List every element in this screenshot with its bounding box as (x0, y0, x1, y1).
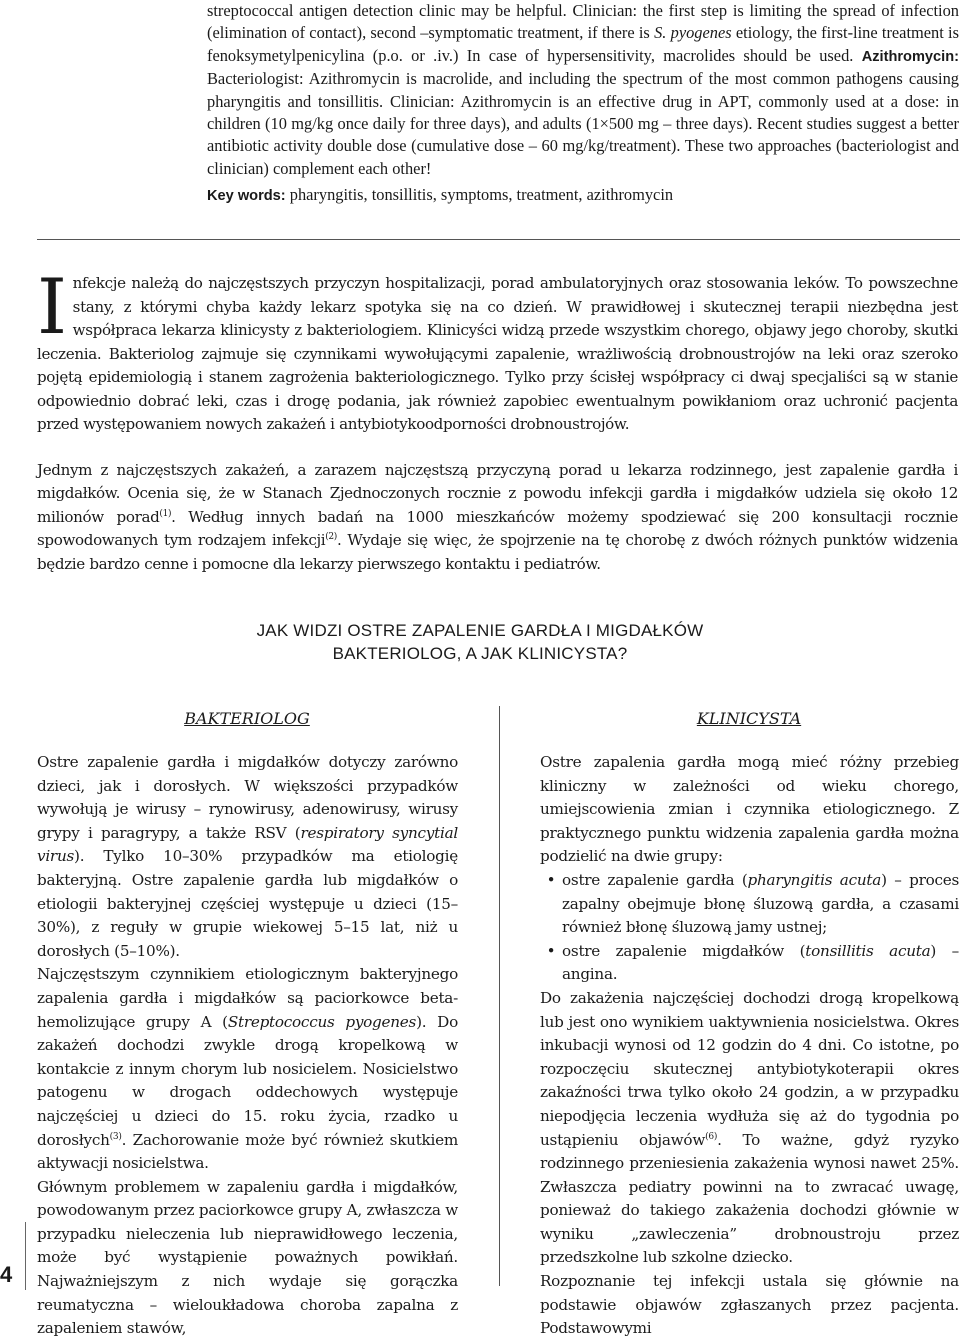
keywords-label: Key words: (207, 188, 286, 204)
column-klinicysta (540, 751, 959, 1341)
left-paragraph-1 (37, 751, 458, 963)
reference-6: (6) (705, 1131, 718, 1142)
page-number: 4 (0, 1262, 13, 1287)
right-p2-b: . To ważne, gdyż ryzyko rodzinnego przeniesienia zakażenia wynosi nawet 25%. Zwłaszcza pediatry powinni na to zwracać uwagę, ponieważ do takiego zakażenia dochodzi głównie w wyniku „zawleczenia” drobnoustroju przez przedszkolne lub szkolne dziecko. (540, 1130, 959, 1267)
intro-paragraph-1 (37, 262, 958, 437)
right-paragraph-1: Ostre zapalenia gardła mogą mieć różny przebieg kliniczny w zależności od wieku chorego, umiejscowienia zmian i czynnika etiologicznego. Z praktycznego punktu widzenia zapalenia gardła można podzielić na dwie grupy: (540, 753, 959, 866)
left-p1-italic: respiratory syncytial virus (37, 823, 458, 866)
b1-a: ostre zapalenie gardła ( (562, 870, 748, 889)
intro-p2-b: . Według innych badań na 1000 mieszkańców możemy spodziewać się 200 konsultacji rocznie spowodowanych tym rodzajem infekcji (37, 507, 958, 549)
left-p2-b: ). Do zakażeń dochodzi zwykle drogą kropelkową w kontakcie z innym chorym lub nosicielem. Nosicielstwo patogenu w drogach oddechowych występuje najczęściej u dzieci do 15. roku życia, rzadko u dorosłych (37, 1012, 459, 1149)
b1-b: ) – proces zapalny obejmuje błonę śluzową gardła, a czasami również błonę śluzową jamy ustnej; (562, 870, 960, 937)
abstract-text-1: streptococcal antigen detection clinic may be helpful. Clinician: the first step is limiting the spread of infection (elimination of contact), second –symptomatic treatment, if there is (207, 1, 959, 43)
left-p2-c: . Zachorowanie może być również skutkiem aktywacji nosicielstwa. (37, 1130, 458, 1173)
b2-b: ) – angina. (562, 941, 959, 984)
b2-italic: tonsillitis acuta (805, 941, 931, 960)
reference-2: (2) (325, 531, 337, 542)
intro-p2-a: Jednym z najczęstszych zakażeń, a zarazem najczęstszą przyczyną porad u lekarza rodzinnego, jest zapalenie gardła i migdałków. Ocenia się, że w Stanach Zjednoczonych rocznie z powodu infekcji gardła i migdałków udziela się około 12 milionów porad (37, 460, 958, 526)
right-paragraph-3: Rozpoznanie tej infekcji ustala się głównie na podstawie objawów zgłaszanych przez pacjenta. Podstawowymi (540, 1272, 959, 1338)
abstract (207, 0, 959, 180)
bullet-icon: • (546, 941, 556, 960)
left-p2-a: Najczęstszym czynnikiem etiologicznym bakteryjnego zapalenia gardła i migdałków są paciorkowce beta-hemolizujące grupy A ( (37, 965, 458, 1031)
b2-a: ostre zapalenie migdałków ( (562, 941, 806, 960)
abstract-text-1-end: etiology, the first-line treatment is fenoksymetylpenicylina (p.o. or .iv.) In case of hypersensitivity, macrolides should be used. (207, 23, 959, 65)
azithromycin-text: Bacteriologist: Azithromycin is macrolide, and including the spectrum of the most common pathogens causing pharyngitis and tonsillitis. Clinician: Azithromycin is an effective drug in APT, commonly used at a dose: in children (10 mg/kg once daily for three days), and adults (1×500 mg – three days). Recent studies suggest a better antibiotic activity double dose (cumulative dose – 60 mg/kg/treatment). These two approaches (bacteriologist and clinician) complement each other! (207, 69, 959, 178)
reference-1: (1) (159, 508, 172, 519)
column-title-klinicysta: KLINICYSTA (696, 709, 802, 728)
column-divider (499, 706, 500, 1286)
keywords-text: pharyngitis, tonsillitis, symptoms, treatment, azithromycin (285, 185, 674, 204)
column-title-bakteriolog: BAKTERIOLOG (184, 709, 310, 728)
list-item (540, 940, 959, 987)
right-p2-a: Do zakażenia najczęściej dochodzi drogą kropelkową lub jest ono wynikiem uaktywnienia nosicielstwa. Okres inkubacji wynosi od 12 godzin do 4 dni. Co istotne, po rozpoczęciu skutecznej antybiotykoterapii okres zakaźności trwa tylko około 24 godzin, a w przypadku niepodjęcia leczenia wydłuża się aż do tygodnia po ustąpieniu objawów (540, 988, 959, 1149)
section-heading-line-2: BAKTERIOLOG, A JAK KLINICYSTA? (332, 643, 628, 663)
list-item (540, 869, 959, 940)
azithromycin-label: Azithromycin: (861, 48, 959, 65)
right-bullet-list (540, 869, 959, 987)
introduction (37, 262, 959, 576)
column-bakteriolog (37, 751, 458, 1341)
left-p2-italic: Streptococcus pyogenes (227, 1012, 417, 1031)
b1-italic: pharyngitis acuta (747, 870, 882, 889)
abstract-species: S. pyogenes (654, 23, 732, 43)
intro-p2-c: . Wydaje się więc, że spojrzenie na tę chorobę z dwóch różnych punktów widzenia będzie bardzo cenne i pomocne dla lekarzy pierwszego kontaktu i pediatrów. (37, 531, 959, 573)
page-number-rule (25, 1222, 26, 1290)
left-p1-b: ). Tylko 10–30% przypadków ma etiologię bakteryjną. Ostre zapalenie gardła lub migdałków o etiologii bakteryjnej częściej występuje u dzieci (15–30%), z reguły w grupie wiekowej 5–15 lat, niż u dorosłych (5–10%). (37, 847, 458, 960)
reference-3: (3) (109, 1131, 122, 1142)
drop-cap: I (37, 262, 67, 351)
left-paragraph-2 (37, 963, 458, 1175)
section-heading (0, 620, 960, 665)
left-paragraph-3: Głównym problemem w zapaleniu gardła i migdałków, powodowanym przez paciorkowce grupy A, zwłaszcza w przypadku nieleczenia lub nieprawidłowego leczenia, może być wystąpienie poważnych powikłań. Najważniejszym z nich wydaje się gorączka reumatyczna – wieloukładowa choroba zapalna z zapaleniem stawów, (37, 1177, 458, 1338)
bullet-icon: • (546, 870, 556, 889)
intro-paragraph-2 (37, 459, 958, 577)
right-paragraph-2 (540, 987, 959, 1270)
keywords (207, 184, 959, 207)
section-heading-line-1: JAK WIDZI OSTRE ZAPALENIE GARDŁA I MIGDAŁKÓW (256, 621, 704, 640)
intro-paragraph-1-text: nfekcje należą do najczęstszych przyczyn hospitalizacji, porad ambulatoryjnych oraz stosowania leków. To powszechne stany, z którymi chyba każdy lekarz spotyka się na co dzień. W prawidłowej i skutecznej terapii niezbędna jest współpraca lekarza klinicysty z bakteriologiem. Klinicyści widzą przede wszystkim chorego, objawy jego choroby, skutki leczenia. Bakteriolog zajmuje się czynnikami wywołującymi zapalenie, wrażliwością drobnoustrojów na leki oraz szeroko pojętą epidemiologią i stanem zagrożenia bakteriologicznego. Tylko przy ścisłej współpracy ci dwaj specjaliści są w stanie odpowiednio dobrać leki, czas i drogę podania, jak również zapobiec ewentualnym powikłaniom oraz uchronić pacjenta przed występowaniem nowych zakażeń i antybiotykoodporności drobnoustrojów. (37, 274, 958, 433)
left-p1-a: Ostre zapalenie gardła i migdałków dotyczy zarówno dzieci, jak i dorosłych. W większości przypadków wywołują je wirusy – rynowirusy, adenowirusy, wirusy grypy i paragrypy, a także RSV ( (37, 753, 458, 842)
section-divider (37, 239, 960, 240)
